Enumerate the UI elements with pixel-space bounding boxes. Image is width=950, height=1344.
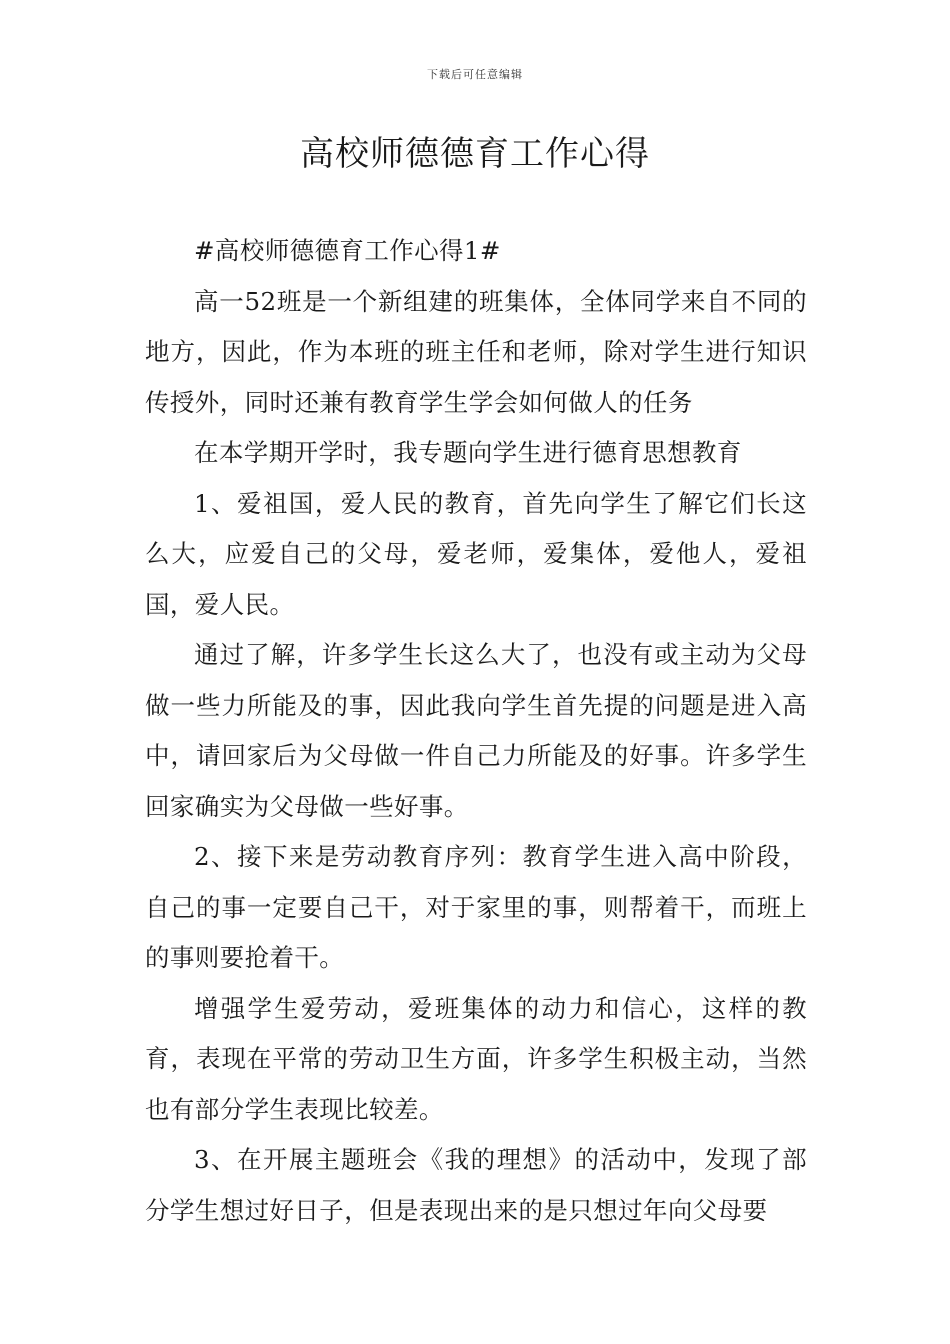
paragraph: 2、接下来是劳动教育序列：教育学生进入高中阶段，自己的事一定要自己干，对于家里的事，则帮着干，而班上的事则要抢着干。 (145, 842, 807, 972)
paragraph: 增强学生爱劳动，爱班集体的动力和信心，这样的教育，表现在平常的劳动卫生方面，许多学生积极主动，当然也有部分学生表现比较差。 (145, 993, 807, 1124)
document-title: 高校师德德育工作心得 (300, 134, 650, 174)
header-note: 下载后可任意编辑 (427, 68, 523, 81)
paragraph: 高一52班是一个新组建的班集体，全体同学来自不同的地方，因此，作为本班的班主任和老师，除对学生进行知识传授外，同时还兼有教育学生学会如何做人的任务 (145, 286, 807, 417)
paragraph: 1、爱祖国，爱人民的教育，首先向学生了解它们长这么大，应爱自己的父母，爱老师，爱集体，爱他人，爱祖国，爱人民。 (145, 488, 807, 619)
paragraph: 通过了解，许多学生长这么大了，也没有或主动为父母做一些力所能及的事，因此我向学生首先提的问题是进入高中，请回家后为父母做一件自己力所能及的好事。许多学生回家确实为父母做一些好事。 (145, 640, 807, 821)
section-heading: #高校师德德育工作心得1# (194, 236, 501, 265)
paragraph: 在本学期开学时，我专题向学生进行德育思想教育 (194, 438, 742, 467)
document-body (145, 226, 807, 1236)
paragraph: 3、在开展主题班会《我的理想》的活动中，发现了部分学生想过好日子，但是表现出来的是只想过年向父母要 (145, 1145, 807, 1225)
